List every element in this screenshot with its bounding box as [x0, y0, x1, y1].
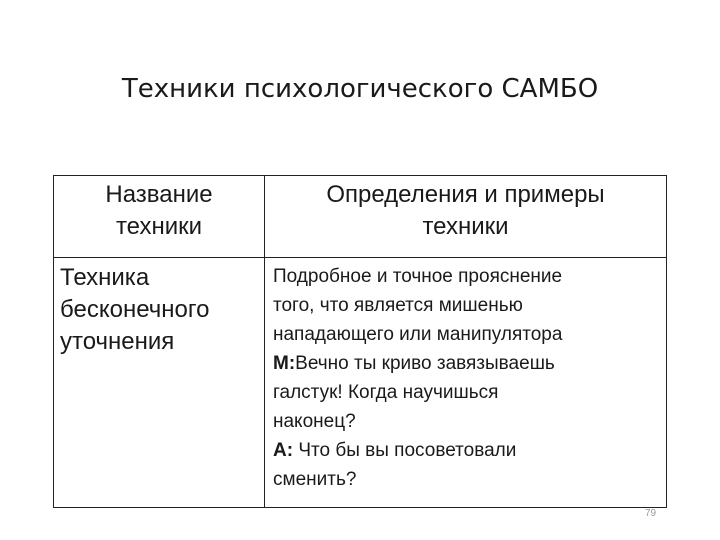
dialogue-line-answer [273, 436, 658, 465]
dialogue-text: Вечно ты криво завязываешь [295, 353, 555, 374]
dialogue-line-manipulator [273, 349, 658, 378]
definition-line: нападающего или манипулятора [273, 324, 563, 345]
header-line: техники [422, 213, 509, 240]
slide-title: Техники психологического САМБО [121, 74, 599, 104]
header-line: Название [105, 181, 213, 208]
definition-line: того, что является мишенью [273, 295, 523, 316]
header-line: Определения и примеры [326, 181, 605, 208]
header-technique-name [54, 176, 265, 258]
dialogue-line: галстук! Когда научишься [273, 382, 499, 403]
header-definitions-examples [265, 176, 667, 258]
technique-definition-cell [265, 258, 667, 508]
dialogue-line: сменить? [273, 469, 357, 490]
technique-name-line: уточнения [60, 328, 175, 355]
page-number: 79 [645, 508, 657, 519]
technique-name-cell [54, 258, 265, 508]
techniques-table [53, 175, 667, 508]
table-row [54, 258, 667, 508]
table-header-row [54, 176, 667, 258]
definition-line: Подробное и точное прояснение [273, 266, 563, 287]
technique-name-line: бесконечного [60, 296, 210, 323]
speaker-label-a: А: [273, 440, 294, 461]
speaker-label-m: М: [273, 353, 296, 374]
header-line: техники [115, 213, 203, 240]
dialogue-line: наконец? [273, 411, 356, 432]
dialogue-text: Что бы вы посоветовали [293, 440, 517, 461]
technique-name-line: Техника [60, 264, 150, 291]
